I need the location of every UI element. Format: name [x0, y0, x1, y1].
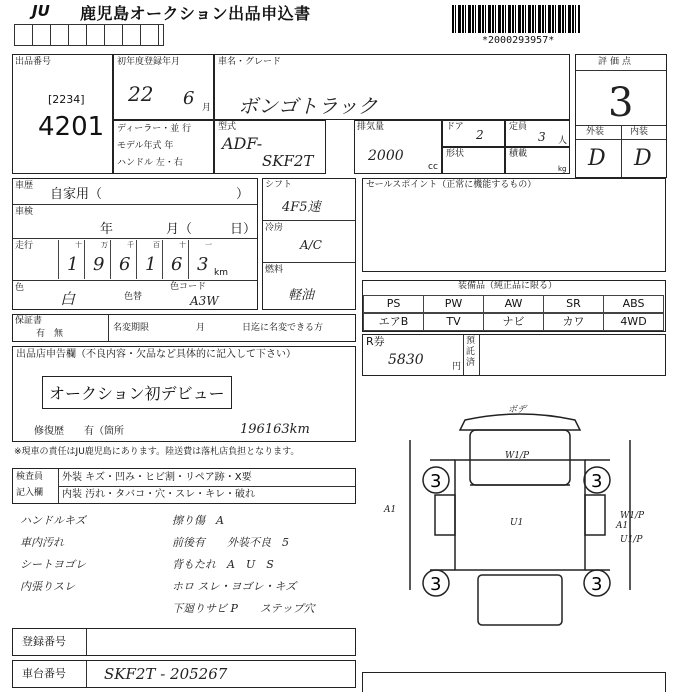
- fuel-value: 軽油: [288, 288, 315, 303]
- barcode: [452, 5, 580, 33]
- mileage-digit-cell: [58, 240, 84, 279]
- warranty-label: 保証書: [15, 316, 43, 326]
- barcode-number: *2000293957*: [482, 35, 555, 46]
- diagram-label-5: W1/P: [620, 511, 645, 521]
- dealer-row-2: モデル年式 年: [117, 141, 174, 151]
- mileage-digit-cell: [84, 240, 110, 279]
- interior-grade: D: [634, 146, 652, 171]
- color-value: 白: [60, 290, 76, 308]
- registration-label: 登録番号: [22, 635, 66, 648]
- mileage-digit-unit: 十: [75, 241, 82, 249]
- capacity-label: 定員: [509, 122, 528, 132]
- mileage-digit: 1: [145, 254, 157, 275]
- score-label: 評価点: [598, 57, 635, 67]
- vehicle-diagram: [370, 400, 670, 640]
- equipment-row1-item: SR: [543, 295, 604, 313]
- remark-right: 背もたれ A U S: [172, 558, 274, 571]
- sales-point-box: [362, 178, 666, 272]
- first-reg-month-suffix: 月: [202, 103, 212, 113]
- remark-left: 車内汚れ: [20, 536, 64, 549]
- history-label: 車歴: [15, 181, 34, 191]
- tire-rear-right-value: 3: [591, 574, 603, 595]
- mileage-digit: 9: [93, 254, 105, 275]
- mileage-digit-unit: 十: [179, 241, 186, 249]
- equipment-row1-item: PS: [363, 295, 424, 313]
- recycle-value: 5830: [388, 352, 424, 368]
- mileage-digit-cell: [162, 240, 188, 279]
- equipment-row1-item: AW: [483, 295, 544, 313]
- lot-label: 出品番号: [15, 57, 52, 67]
- tire-front-left-value: 3: [430, 471, 442, 492]
- color-label: 色: [15, 283, 25, 293]
- tire-front-right-value: 3: [591, 471, 603, 492]
- capacity-unit: 人: [558, 136, 568, 146]
- recycle-label: R券: [366, 335, 385, 348]
- interior-label: 内装: [630, 127, 649, 137]
- equipment-row1-item: PW: [423, 295, 484, 313]
- history-close: ）: [236, 187, 250, 202]
- recycle-unit: 円: [452, 362, 462, 372]
- diagram-label-4: U1: [510, 518, 524, 528]
- displacement-label: 排気量: [357, 122, 385, 132]
- lot-subcode: [2234]: [48, 93, 85, 106]
- chassis-label: 車台番号: [22, 667, 66, 680]
- first-reg-year: 22: [128, 82, 154, 106]
- name-change-month: 月: [196, 323, 206, 333]
- mileage-digit: 3: [197, 254, 209, 275]
- mileage-unit: km: [214, 268, 228, 278]
- exterior-label: 外装: [586, 127, 605, 137]
- mileage-digit-cell: [188, 240, 214, 279]
- inspector-label-1: 検査員: [16, 472, 44, 482]
- name-change-label: 名変期限: [113, 323, 150, 333]
- mileage-digit-unit: 一: [205, 241, 212, 249]
- equipment-row2-item: カワ: [543, 313, 604, 331]
- inspector-label-2: 記入欄: [16, 488, 44, 498]
- notes-label: 出品店申告欄（不良内容・欠品など具体的に記入して下さい）: [16, 349, 296, 360]
- diagram-label-2: W1/P: [505, 451, 530, 461]
- history-value: 自家用（: [50, 187, 103, 202]
- warranty-options: 有 無: [36, 329, 64, 339]
- model-label: 型式: [218, 122, 237, 132]
- ac-label: 冷房: [265, 223, 284, 233]
- repair-history-label: 修復歴 有（箇所: [34, 426, 124, 437]
- displacement-unit: cc: [428, 162, 438, 172]
- displacement-value: 2000: [368, 148, 404, 164]
- remark-right: 擦り傷 A: [172, 514, 224, 527]
- inspection-label: 車検: [15, 207, 34, 217]
- remark-right: 下廻りサビ P ステップ穴: [172, 602, 315, 615]
- mileage-digit-cell: [110, 240, 136, 279]
- capacity-value: 3: [538, 130, 546, 144]
- mileage-digit: 1: [67, 254, 79, 275]
- first-reg-month: 6: [183, 88, 195, 109]
- first-reg-label: 初年度登録年月: [117, 57, 181, 67]
- dealer-row-3: ハンドル 左・右: [117, 158, 183, 168]
- lot-number: 4201: [38, 112, 105, 142]
- shift-label: シフト: [265, 180, 293, 190]
- door-value: 2: [476, 128, 484, 142]
- tire-rear-left-value: 3: [430, 574, 442, 595]
- diagram-label-1: ボデ: [508, 405, 527, 415]
- remark-left: ハンドルキズ: [20, 514, 86, 527]
- ac-value: A/C: [300, 238, 322, 252]
- inspection-day: 日）: [230, 222, 257, 237]
- car-name-value: ボンゴトラック: [238, 94, 378, 118]
- name-change-ok: 日迄に名変できる方: [242, 323, 324, 333]
- remark-left: シートヨゴレ: [20, 558, 86, 571]
- color-change-label: 色替: [124, 292, 143, 302]
- equipment-row1-item: ABS: [603, 295, 664, 313]
- inspector-row-2: 内装 汚れ・タバコ・穴・スレ・キレ・破れ: [62, 489, 255, 500]
- load-unit: kg: [558, 165, 567, 173]
- diagram-label-3: A1: [384, 505, 397, 515]
- shift-value: 4F5速: [282, 200, 321, 215]
- car-name-label: 車名・グレード: [218, 57, 282, 67]
- mileage-label: 走行: [15, 241, 34, 251]
- exterior-grade: D: [588, 146, 606, 171]
- sales-point-label: セールスポイント（正常に機能するもの）: [366, 180, 537, 190]
- bottom-right-box: [362, 672, 666, 692]
- equipment-row2-item: ナビ: [483, 313, 544, 331]
- fuel-label: 燃料: [265, 265, 284, 275]
- shape-label: 形状: [446, 149, 465, 159]
- equipment-row2-item: TV: [423, 313, 484, 331]
- top-cells: [14, 24, 164, 46]
- color-code-value: A3W: [190, 294, 219, 308]
- model-value-1: ADF-: [222, 134, 263, 153]
- equipment-label: 装備品（純正品に限る）: [458, 281, 558, 291]
- mileage-digit-unit: 百: [153, 241, 160, 249]
- ju-logo: JU: [32, 2, 50, 20]
- remark-left: 内張りスレ: [20, 580, 75, 593]
- remark-right: 前後有 外装不良 5: [172, 536, 289, 549]
- recycle-extra: 預託済: [466, 336, 476, 368]
- color-code-label: 色コード: [170, 282, 207, 292]
- equipment-row2-item: エアB: [363, 313, 424, 331]
- notes-mileage: 196163km: [240, 422, 310, 437]
- equipment-row2-item: 4WD: [603, 313, 664, 331]
- score-value: 3: [608, 80, 634, 126]
- notes-handwritten: オークション初デビュー: [42, 376, 232, 409]
- inspector-row-1: 外装 キズ・凹み・ヒビ割・リペア跡・X要: [62, 472, 252, 483]
- mileage-digit: 6: [171, 254, 183, 275]
- chassis-value: SKF2T - 205267: [104, 665, 228, 683]
- diagram-label-6: A1: [616, 521, 629, 531]
- dealer-row-1: ディーラー・並 行: [117, 124, 192, 134]
- mileage-digit-cell: [136, 240, 162, 279]
- inspection-month: 月（: [166, 222, 193, 237]
- disclaimer: ※現車の責任はJU鹿児島にあります。陸送費は落札店負担となります。: [14, 447, 300, 457]
- remark-right: ホロ スレ・ヨゴレ・キズ: [172, 580, 297, 593]
- mileage-digit: 6: [119, 254, 131, 275]
- inspection-year: 年: [100, 222, 114, 237]
- mileage-digit-unit: 万: [101, 241, 108, 249]
- model-value-2: SKF2T: [262, 152, 314, 170]
- diagram-label-7: U1/P: [620, 535, 643, 545]
- door-label: ドア: [446, 122, 464, 132]
- mileage-digit-unit: 千: [127, 241, 134, 249]
- load-label: 積載: [509, 149, 528, 159]
- form-title: 鹿児島オークション出品申込書: [80, 4, 311, 23]
